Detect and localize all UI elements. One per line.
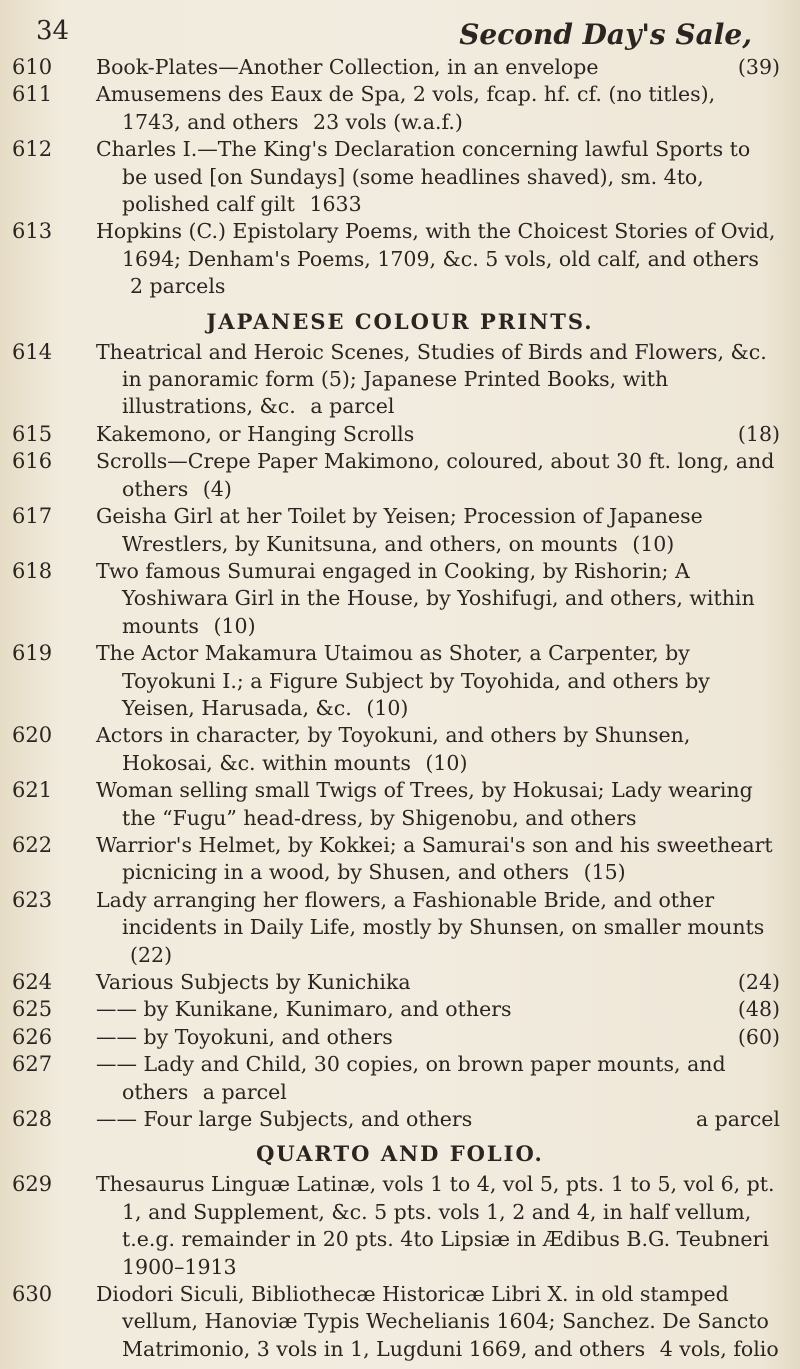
lot-entry xyxy=(0,339,800,421)
section-japanese-prints xyxy=(0,339,800,1134)
lot-description: Theatrical and Heroic Scenes, Studies of Birds and Flowers, &c. in panoramic form (5); Japanese Printed Books, with illustrations, &c. xyxy=(96,339,767,419)
lot-entry xyxy=(0,1051,800,1106)
lot-entry xyxy=(0,832,800,887)
lot-quantity: 23 vols (w.a.f.) xyxy=(313,109,463,134)
lot-description: The Actor Makamura Utaimou as Shoter, a Carpenter, by Toyokuni I.; a Figure Subject by Toyohida, and others by Yeisen, Harusada, &c. xyxy=(96,641,710,720)
lot-description: —— Lady and Child, 30 copies, on brown paper mounts, and others xyxy=(96,1052,726,1104)
lot-quantity: (39) xyxy=(737,55,780,79)
lot-entry xyxy=(0,640,800,722)
lot-entry xyxy=(0,969,800,996)
lot-number: 614 xyxy=(12,339,53,364)
lot-quantity: a parcel xyxy=(202,1079,287,1104)
lot-number: 622 xyxy=(12,832,53,857)
lot-entry xyxy=(0,996,800,1023)
lot-number: 611 xyxy=(12,82,53,107)
lot-quantity: (60) xyxy=(737,1024,780,1049)
lot-number: 610 xyxy=(12,55,53,79)
lot-number: 627 xyxy=(12,1052,53,1077)
lot-number: 629 xyxy=(12,1172,53,1197)
lot-description: Kakemono, or Hanging Scrolls xyxy=(96,421,415,446)
running-title: Second Day's Sale, xyxy=(459,18,752,51)
lot-description: Diodori Siculi, Bibliothecæ Historicæ Libri X. in old stamped vellum, Hanoviæ Typis Wechelianis 1604; Sanchez. De Sancto Matrimonio, 3 vols in 1, Lugduni 1669, and others xyxy=(96,1282,769,1361)
lot-description: Thesaurus Linguæ Latinæ, vols 1 to 4, vol 5, pts. 1 to 5, vol 6, pt. 1, and Supplement, &c. 5 pts. vols 1, 2 and 4, in half vellum, t.e.g. remainder in 20 pts. 4to Lipsiæ in Ædibus B.G. Teubneri 1900–1913 xyxy=(96,1172,775,1279)
lot-entry xyxy=(0,1106,800,1133)
lot-description: Geisha Girl at her Toilet by Yeisen; Procession of Japanese Wrestlers, by Kunitsuna, and others, on mounts xyxy=(96,504,703,556)
catalogue-body xyxy=(0,54,800,1363)
lot-number: 623 xyxy=(12,887,53,912)
lot-number: 612 xyxy=(12,137,53,162)
lot-entry xyxy=(0,777,800,832)
lot-number: 626 xyxy=(12,1024,53,1049)
lot-description: Lady arranging her flowers, a Fashionable Bride, and other incidents in Daily Life, mostly by Shunsen, on smaller mounts xyxy=(96,887,765,940)
lot-quantity: a parcel xyxy=(695,1107,780,1132)
lot-description: Warrior's Helmet, by Kokkei; a Samurai's son and his sweetheart picnicing in a wood, by Shusen, and others xyxy=(96,832,773,885)
lot-number: 625 xyxy=(12,997,53,1022)
section-quarto-folio xyxy=(0,1171,800,1363)
lot-entry xyxy=(0,448,800,503)
lot-description: Charles I.—The King's Declaration concerning lawful Sports to be used [on Sundays] (some headlines shaved), sm. 4to, polished calf gilt xyxy=(96,137,751,217)
lot-description: Amusemens des Eaux de Spa, 2 vols, fcap. hf. cf. (no titles), 1743, and others xyxy=(96,82,716,134)
lot-entry xyxy=(0,136,800,218)
lot-entry xyxy=(0,218,800,300)
lot-description: Actors in character, by Toyokuni, and others by Shunsen, Hokosai, &c. within mounts xyxy=(96,723,691,775)
lot-number: 616 xyxy=(12,449,53,474)
lot-description: Book-Plates—Another Collection, in an envelope xyxy=(96,55,599,79)
lot-quantity: 4 vols, folio xyxy=(659,1336,779,1361)
lot-number: 620 xyxy=(12,723,53,748)
lot-quantity: (4) xyxy=(202,476,232,501)
lot-description: Scrolls—Crepe Paper Makimono, coloured, about 30 ft. long, and others xyxy=(96,449,775,501)
lot-entry xyxy=(0,1171,800,1281)
lot-entry xyxy=(0,1024,800,1051)
lot-number: 630 xyxy=(12,1282,53,1307)
lot-entry xyxy=(0,503,800,558)
lot-quantity: (10) xyxy=(366,695,409,720)
lot-quantity: (10) xyxy=(425,750,468,775)
lot-number: 621 xyxy=(12,778,53,803)
lot-quantity: a parcel xyxy=(310,394,395,419)
lot-entry xyxy=(0,558,800,640)
lot-quantity: (15) xyxy=(583,860,626,885)
lot-description: Woman selling small Twigs of Trees, by Hokusai; Lady wearing the “Fugu” head-dress, by Shigenobu, and others xyxy=(96,778,753,830)
lot-quantity: (18) xyxy=(737,421,780,446)
lot-number: 628 xyxy=(12,1107,53,1132)
lot-number: 618 xyxy=(12,558,53,583)
lot-quantity: (48) xyxy=(737,997,780,1022)
lot-entry xyxy=(0,887,800,969)
lot-entry xyxy=(0,81,800,136)
lot-quantity: (22) xyxy=(130,942,173,967)
lot-quantity: (24) xyxy=(737,970,780,994)
lot-description: —— Four large Subjects, and others xyxy=(96,1107,473,1132)
lot-description: —— by Toyokuni, and others xyxy=(96,1024,393,1049)
lot-quantity: 2 parcels xyxy=(130,274,226,299)
page-number: 34 xyxy=(36,16,70,46)
lot-entry xyxy=(0,1281,800,1363)
section-general xyxy=(0,54,800,301)
lot-quantity: 1633 xyxy=(309,192,362,217)
section-heading-japanese-prints: JAPANESE COLOUR PRINTS. xyxy=(206,308,594,334)
lot-number: 624 xyxy=(12,970,53,994)
lot-number: 613 xyxy=(12,219,53,244)
lot-description: Various Subjects by Kunichika xyxy=(96,970,411,994)
lot-number: 615 xyxy=(12,421,53,446)
lot-quantity: (10) xyxy=(213,613,256,638)
lot-number: 617 xyxy=(12,504,53,529)
lot-description: Two famous Sumurai engaged in Cooking, by Rishorin; A Yoshiwara Girl in the House, by Yoshifugi, and others, within mounts xyxy=(96,558,755,638)
lot-description: —— by Kunikane, Kunimaro, and others xyxy=(96,997,512,1022)
lot-description: Hopkins (C.) Epistolary Poems, with the Choicest Stories of Ovid, 1694; Denham's Poems, 1709, &c. 5 vols, old calf, and others xyxy=(96,219,776,271)
section-heading-quarto-folio: QUARTO AND FOLIO. xyxy=(256,1141,544,1167)
running-header xyxy=(0,14,800,54)
lot-entry xyxy=(0,722,800,777)
lot-number: 619 xyxy=(12,641,53,666)
lot-entry xyxy=(0,421,800,448)
lot-entry xyxy=(0,54,800,81)
lot-quantity: (10) xyxy=(632,531,675,556)
